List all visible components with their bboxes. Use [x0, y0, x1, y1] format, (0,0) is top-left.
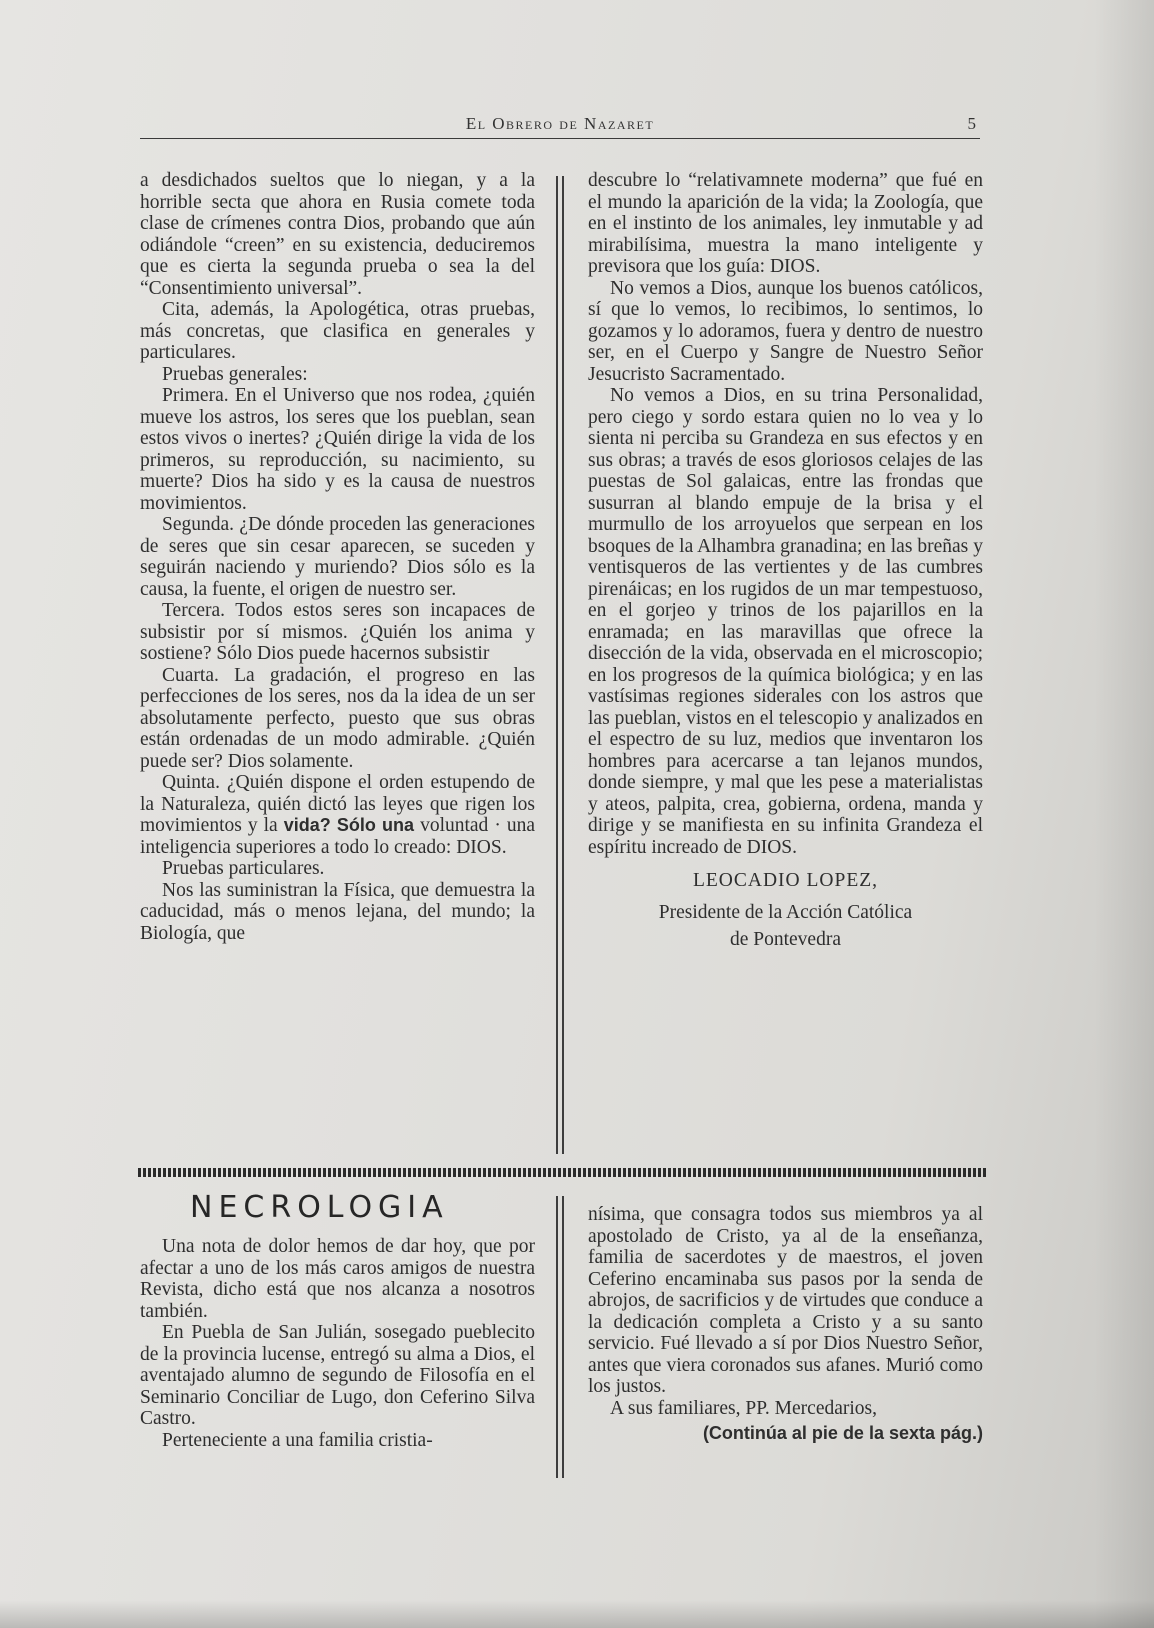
section-divider	[138, 1168, 988, 1177]
necrologia-right-column	[588, 1204, 983, 1494]
paragraph: Cita, además, la Apologética, otras pruebas, más concretas, que clasifica en generales y particulares.	[140, 299, 535, 363]
author-place: de Pontevedra	[729, 929, 841, 950]
column-divider	[562, 176, 564, 1154]
paragraph: nísima, que consagra todos sus miembros ya al apostolado de Cristo, ya al de la enseñanza, familia de sacerdotes y de maestros, el joven Ceferino encaminaba sus pasos por la senda de abrojos, de sacrificios y de virtudes que conduce a la dedicación completa a Cristo y a su santo servicio. Fué llevado a sí por Dios Nuestro Señor, antes que viera coronados sus afanes. Murió como los justos.	[588, 1204, 983, 1397]
article-left-column	[140, 170, 535, 1156]
quinta-rest: voluntad · una inteligencia superiores a todo lo creado: DIOS.	[140, 815, 535, 858]
paragraph: Segunda. ¿De dónde proceden las generaciones de seres que sin cesar aparecen, se suceden y seguirán naciendo y muriendo? Dios sólo es la causa, la fuente, el origen de nuestro ser.	[140, 514, 535, 600]
paragraph: Nos las suministran la Física, que demuestra la caducidad, más o menos lejana, del mundo; la Biología, que	[140, 879, 535, 944]
column-divider	[556, 1196, 558, 1478]
paragraph: Pruebas particulares.	[162, 858, 325, 879]
paragraph-quinta	[140, 772, 535, 858]
necrologia-left-column	[140, 1236, 535, 1492]
paragraph: a desdichados sueltos que lo niegan, y a la horrible secta que ahora en Rusia comete toda clase de crímenes contra Dios, probando que aún odiándole “creen” en su existencia, deduciremos que es cierta la segunda prueba o sea la del “Consentimiento universal”.	[140, 170, 535, 299]
quinta-text: Quinta. ¿Quién dispone el orden estupendo de la Naturaleza, quién dictó las leyes que rigen los movimientos y la	[140, 772, 535, 836]
paragraph: Perteneciente a una familia cristia-	[162, 1429, 433, 1451]
paragraph: Pruebas generales:	[162, 363, 308, 385]
paragraph: No vemos a Dios, en su trina Personalidad, pero ciego y sordo estara quien no lo vea y lo sienta ni perciba su Grandeza en sus efectos y en sus obras; a través de esos gloriosos celajes de las puestas de Sol galaicas, entre las frondas que susurran al blando empuje de la brisa y el murmullo de los arroyuelos que serpean en los bsoques de la Alhambra granadina; en las breñas y ventisqueros de las vertientes y de las cumbres pirenáicas; en los rugidos de un mar tempestuoso, en el gorjeo y trinos de los pajarillos en la enramada; en las maravillas que ofrece la disección de la vida, observada en el microscopio; en los progresos de la química biológica; y en las vastísimas regiones siderales con los astros que las pueblan, vistos en el telescopio y analizados en el espectro de su luz, medios que inventaron los hombres para acercarse a tan lejanos mundos, donde siempre, y mal que les pese a materialistas y ateos, palpita, crea, gobierna, ordena, manda y dirige y se manifiesta en su infinita Grandeza el espíritu increado de DIOS.	[588, 385, 983, 858]
paragraph: Una nota de dolor hemos de dar hoy, que por afectar a uno de los más caros amigos de nuestra Revista, dicho está que nos alcanza a nosotros también.	[140, 1236, 535, 1322]
column-divider	[562, 1196, 564, 1478]
column-divider	[556, 176, 558, 1154]
page-number: 5	[967, 114, 976, 133]
article-right-column	[588, 170, 983, 1156]
quinta-bold: vida? Sólo una	[283, 815, 415, 835]
author-role: Presidente de la Acción Católica	[658, 901, 913, 923]
running-header	[140, 112, 980, 139]
paragraph: A sus familiares, PP. Mercedarios,	[610, 1397, 878, 1419]
paragraph: No vemos a Dios, aunque los buenos católicos, sí que lo vemos, lo recibimos, lo sentimos, lo gozamos y lo adoramos, fuera y dentro de nuestro ser, en el Cuerpo y Sangre de Nuestro Señor Jesucristo Sacramentado.	[588, 277, 983, 385]
paragraph: descubre lo “relativamnete moderna” que fué en el mundo la aparición de la vida; la Zoología, que en el instinto de los animales, ley inmutable y ad mirabilísima, muestra la mano inteligente y previsora que los guía: DIOS.	[588, 170, 983, 277]
journal-title: El Obrero de Nazaret	[465, 114, 655, 133]
paragraph: En Puebla de San Julián, sosegado pueblecito de la provincia lucense, entregó su alma a Dios, el aventajado alumno de segundo de Filosofía en el Seminario Conciliar de Lugo, don Ceferino Silva Castro.	[140, 1322, 535, 1429]
page-bottom-shadow	[0, 1600, 1154, 1628]
paragraph: Primera. En el Universo que nos rodea, ¿quién mueve los astros, los seres que los pueblan, sean estos vivos o inertes? ¿Quién dirige la vida de los primeros, su reproducción, su nacimiento, su muerte? Dios ha sido y es la causa de nuestros movimientos.	[140, 385, 535, 514]
paragraph: Tercera. Todos estos seres son incapaces de subsistir por sí mismos. ¿Quién los anima y sostiene? Sólo Dios puede hacernos subsistir	[140, 600, 535, 664]
necrologia-heading: NECROLOGIA	[190, 1190, 449, 1225]
paragraph: Cuarta. La gradación, el progreso en las perfecciones de los seres, nos da la idea de un ser absolutamente perfecto, puesto que sus obras están ordenadas de un modo admirable. ¿Quién puede ser? Dios solamente.	[140, 664, 535, 772]
page-fold-shadow	[1094, 0, 1154, 1628]
continued-note: (Continúa al pie de la sexta pág.)	[702, 1423, 983, 1443]
author-name: LEOCADIO LOPEZ,	[692, 870, 879, 891]
